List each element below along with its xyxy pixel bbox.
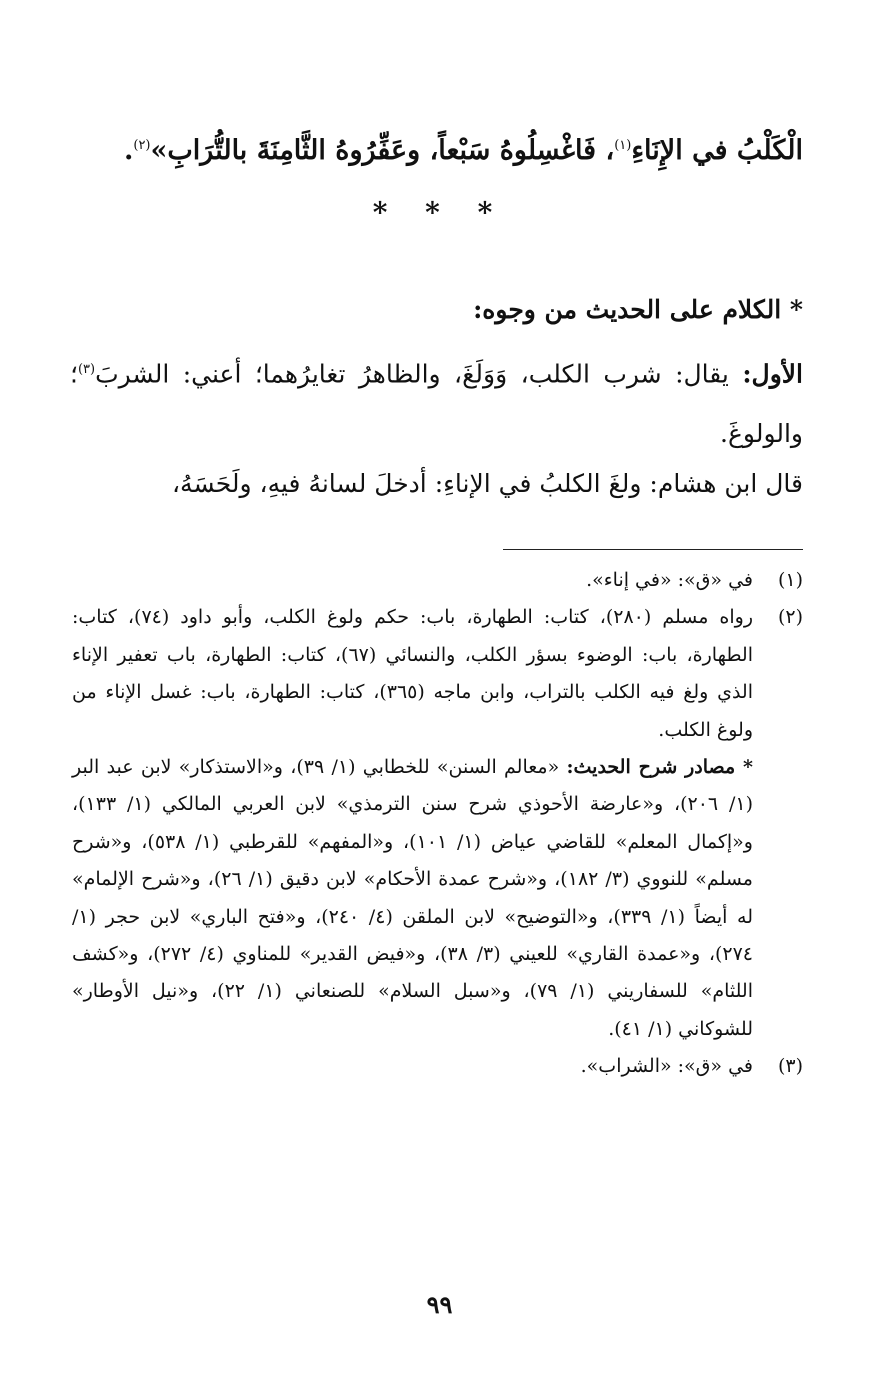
- footnote-1: [72, 562, 803, 599]
- footnote-ref-2[interactable]: (٢): [133, 138, 151, 153]
- footnote-body: [72, 599, 753, 1048]
- footnote-divider: [503, 549, 803, 550]
- footnote-number: (١): [777, 569, 803, 591]
- first-point-paragraph: [70, 340, 803, 464]
- hadith-part-2: ، فَاغْسِلُوهُ سَبْعاً، وعَفِّرُوهُ الثَّامِنَةَ بالتُّرَابِ»: [150, 135, 615, 166]
- footnote-text: في «ق»: «في إناء».: [586, 569, 753, 591]
- footnote-3: [72, 1048, 803, 1085]
- first-point-lead: الأول:: [742, 359, 803, 389]
- ibn-hisham-paragraph: قال ابن هشام: ولغَ الكلبُ في الإناءِ: أدخلَ لسانهُ فيهِ، ولَحَسَهُ،: [171, 469, 803, 498]
- sources-paragraph: [72, 749, 753, 1048]
- first-point-text-a: يقال: شرب الكلب، وَوَلَغَ، والظاهرُ تغايرُهما؛ أعني: الشربَ: [95, 359, 743, 389]
- footnote-2: [72, 599, 803, 1048]
- section-separator: * * *: [372, 196, 507, 229]
- footnote-ref-1[interactable]: (١): [614, 138, 632, 153]
- footnote-number: (٣): [777, 1055, 803, 1078]
- page-number: ٩٩: [426, 1290, 453, 1319]
- hadith-text: [70, 118, 803, 179]
- footnote-ref-3[interactable]: (٣): [77, 362, 96, 377]
- hadith-part-1: الْكَلْبُ في الإِنَاءِ: [631, 135, 803, 166]
- first-point-text-b: ؛ والولوغَ.: [70, 359, 803, 449]
- sources-text: «معالم السنن» للخطابي (١/ ٣٩)، و«الاستذكار» لابن عبد البر (١/ ٢٠٦)، و«عارضة الأحوذي شرح سنن الترمذي» لابن العربي المالكي (١/ ١٣٣)، و«إكمال المعلم» للقاضي عياض (١/ ١٠١)، و«المفهم» للقرطبي (١/ ٥٣٨)، و«شرح مسلم» للنووي (٣/ ١٨٢)، و«شرح عمدة الأحكام» لابن دقيق (١/ ٢٦)، و«شرح الإلمام» له أيضاً (١/ ٣٣٩)، و«التوضيح» لابن الملقن (٤/ ٢٤٠)، و«فتح الباري» لابن حجر (١/ ٢٧٤)، و«عمدة القاري» للعيني (٣/ ٣٨)، و«فيض القدير» للمناوي (٤/ ٢٧٢)، و«كشف اللثام» للسفاريني (١/ ٧٩)، و«سبل السلام» للصنعاني (١/ ٢٢)، و«نيل الأوطار» للشوكاني (١/ ٤١).: [72, 756, 753, 1040]
- footnote-text: في «ق»: «الشراب».: [580, 1055, 753, 1078]
- sources-label: * مصادر شرح الحديث:: [566, 756, 753, 779]
- footnote-number: (٢): [777, 606, 803, 629]
- footnotes: [72, 562, 803, 1086]
- section-heading: * الكلام على الحديث من وجوه:: [473, 295, 803, 324]
- hadith-end: .: [123, 135, 134, 166]
- footnote-text: رواه مسلم (٢٨٠)، كتاب: الطهارة، باب: حكم ولوغ الكلب، وأبو داود (٧٤)، كتاب: الطهارة، باب: الوضوء بسؤر الكلب، والنسائي (٦٧)، كتاب: الطهارة، باب تعفير الإناء الذي ولغ فيه الكلب بالتراب، وابن ماجه (٣٦٥)، كتاب: الطهارة، باب: غسل الإناء من ولوغ الكلب.: [72, 606, 754, 741]
